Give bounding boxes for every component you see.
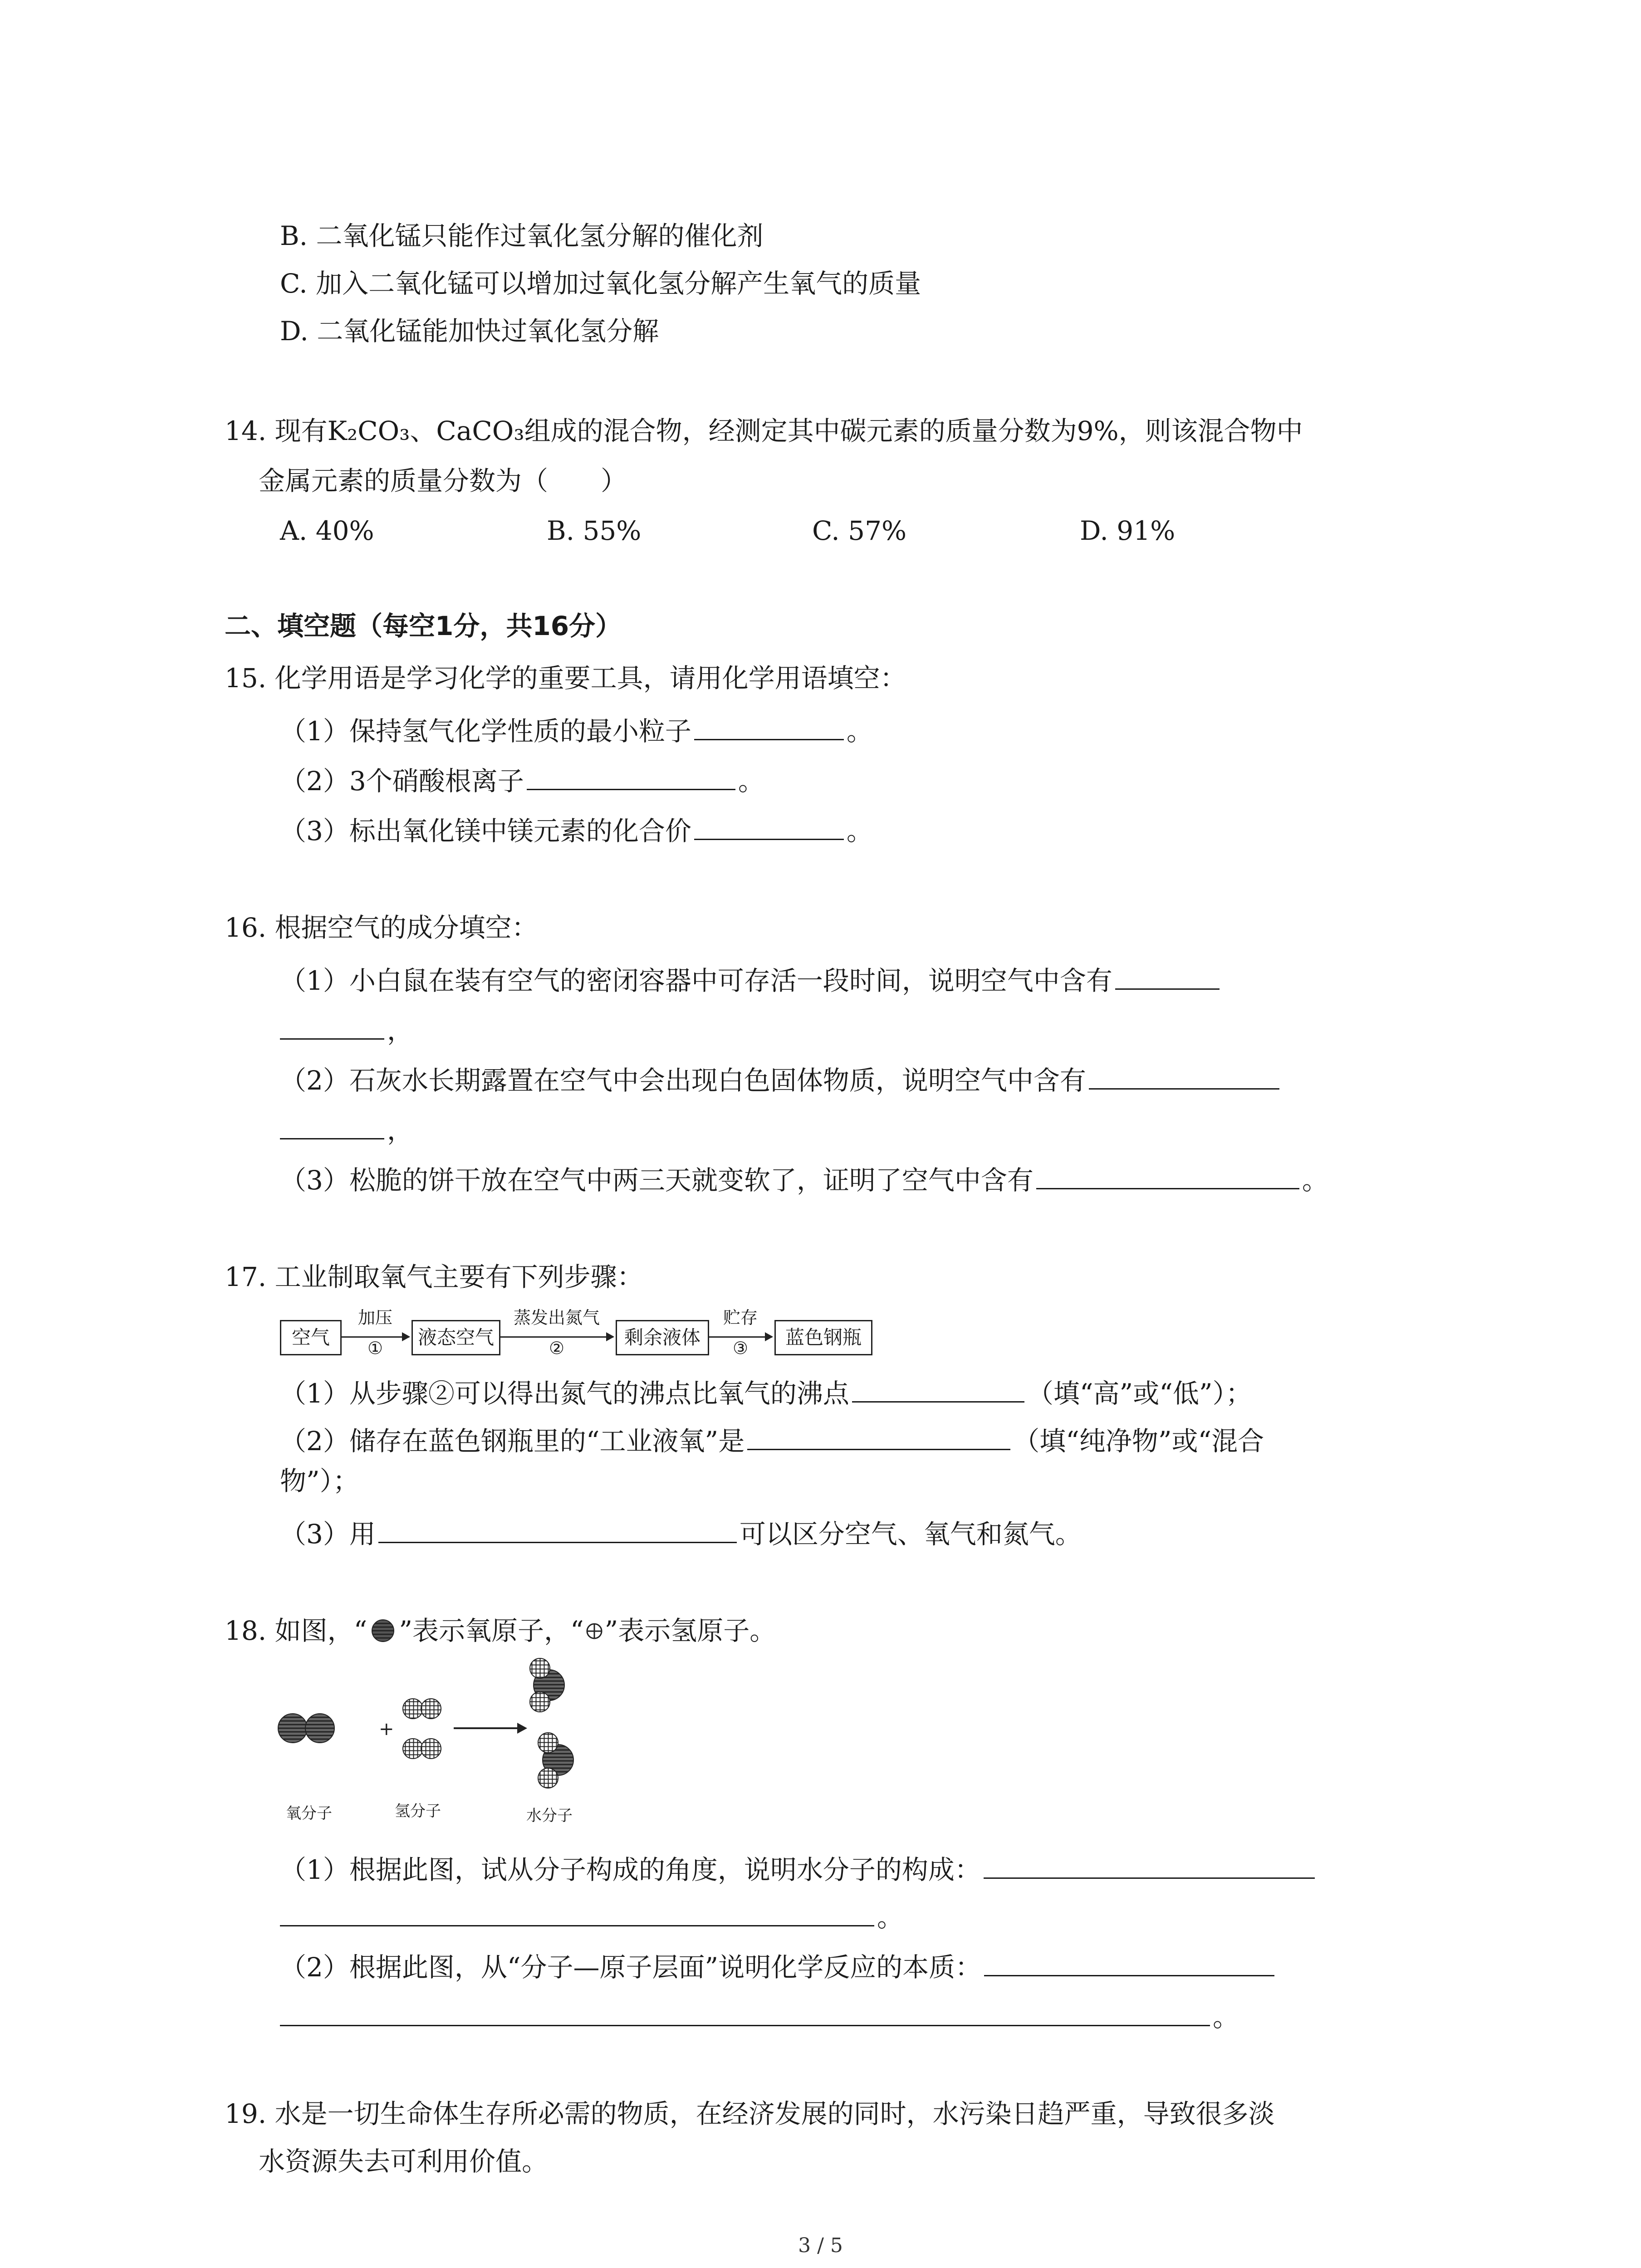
q17-stem: 17. 工业制取氧气主要有下列步骤： [225, 1261, 643, 1292]
q17-part3-head: （3）用 [280, 1519, 376, 1549]
section-heading: 二、填空题（每空1分，共16分） [225, 611, 622, 641]
q17-part2 [280, 1420, 1264, 1456]
q14-stem-line2: 金属元素的质量分数为（ ） [259, 465, 627, 496]
period: 。 [877, 1902, 904, 1933]
answer-blank[interactable] [280, 1896, 874, 1926]
q18-stem [225, 1613, 776, 1649]
q15-stem: 15. 化学用语是学习化学的重要工具，请用化学用语填空： [225, 663, 906, 694]
label-hydrogen-molecule: 氢分子 [395, 1802, 441, 1820]
q18-part2 [280, 1946, 1277, 1982]
q17-part1-text: （1）从步骤②可以得出氮气的沸点比氧气的沸点 [280, 1378, 849, 1409]
q19-stem-line1: 19. 水是一切生命体生存所必需的物质，在经济发展的同时，水污染日趋严重，导致很多淡 [225, 2098, 1275, 2129]
q16-part2-text: （2）石灰水长期露置在空气中会出现白色固体物质，说明空气中含有 [280, 1065, 1086, 1096]
answer-blank[interactable] [694, 810, 844, 840]
q16-part1 [280, 959, 1222, 996]
q13-option-b: B. 二氧化锰只能作过氧化氢分解的催化剂 [280, 220, 764, 251]
period: 。 [846, 716, 873, 747]
flow-arrow-label: 加压 [358, 1308, 392, 1328]
q15-part2-text: （2）3个硝酸根离子 [280, 766, 524, 797]
period: 。 [846, 816, 873, 846]
q15-part3 [280, 810, 873, 846]
flow-arrow [341, 1336, 409, 1338]
answer-blank[interactable] [1089, 1059, 1279, 1090]
flow-step-number: ② [549, 1338, 565, 1358]
flow-arrow [500, 1336, 613, 1338]
flow-arrow-label: 贮存 [723, 1308, 758, 1328]
q15-part3-text: （3）标出氧化镁中镁元素的化合价 [280, 816, 691, 846]
q16-part2-cont [280, 1109, 413, 1145]
answer-blank[interactable] [852, 1372, 1024, 1403]
answer-blank[interactable] [280, 1009, 384, 1040]
period: 。 [1302, 1165, 1328, 1196]
flow-arrow [709, 1336, 772, 1338]
comma: ， [387, 1115, 414, 1146]
q16-part1-cont [280, 1009, 413, 1046]
answer-blank[interactable] [984, 1946, 1274, 1976]
flow-arrow-label: 蒸发出氮气 [513, 1308, 600, 1328]
q17-part3-tail: 可以区分空气、氧气和氮气。 [739, 1519, 1082, 1549]
answer-blank[interactable] [984, 1848, 1315, 1879]
q13-option-d: D. 二氧化锰能加快过氧化氢分解 [280, 316, 659, 347]
page-number: 3 / 5 [798, 2234, 843, 2257]
q18-part1-text: （1）根据此图，试从分子构成的角度，说明水分子的构成： [280, 1854, 981, 1885]
flow-step-number: ① [367, 1338, 383, 1358]
label-water-molecule: 水分子 [526, 1807, 573, 1825]
q14-choice-b: B. 55% [547, 515, 642, 546]
flow-step-number: ③ [732, 1338, 749, 1358]
q16-part1-text: （1）小白鼠在装有空气的密闭容器中可存活一段时间，说明空气中含有 [280, 965, 1112, 996]
q14-stem-line1: 14. 现有K₂CO₃、CaCO₃组成的混合物，经测定其中碳元素的质量分数为9%，则该混合物中 [225, 415, 1303, 446]
q18-stem-part: 18. 如图，“ [225, 1615, 367, 1646]
flow-box-liquid-air: 液态空气 [411, 1320, 500, 1355]
answer-blank[interactable] [280, 1996, 1210, 2026]
q15-part1 [280, 710, 873, 746]
answer-blank[interactable] [378, 1513, 737, 1543]
q17-part2-cont: 物”）； [280, 1466, 359, 1496]
period: 。 [1213, 2002, 1239, 2033]
oxygen-atom-icon [367, 1618, 399, 1643]
q17-part1-tail: （填“高”或“低”）； [1027, 1378, 1252, 1409]
q18-part2-cont [280, 1996, 1239, 2032]
q16-part2 [280, 1059, 1282, 1095]
answer-blank[interactable] [694, 710, 844, 740]
q18-stem-part: ”表示氧原子，“ [399, 1615, 584, 1646]
answer-blank[interactable] [747, 1420, 1010, 1450]
q18-part1-cont [280, 1896, 903, 1932]
q15-part2 [280, 760, 764, 796]
q18-part2-text: （2）根据此图，从“分子—原子层面”说明化学反应的本质： [280, 1952, 982, 1983]
label-oxygen-molecule: 氧分子 [286, 1804, 332, 1823]
q14-choice-a: A. 40% [280, 515, 374, 546]
q17-part2-text: （2）储存在蓝色钢瓶里的“工业液氧”是 [280, 1426, 745, 1457]
q15-part1-text: （1）保持氢气化学性质的最小粒子 [280, 716, 691, 747]
answer-blank[interactable] [527, 760, 735, 790]
q18-part1 [280, 1848, 1318, 1885]
answer-blank[interactable] [1036, 1159, 1299, 1189]
period: 。 [738, 766, 764, 797]
q13-option-c: C. 加入二氧化锰可以增加过氧化氢分解产生氧气的质量 [280, 268, 921, 299]
q19-stem-line2: 水资源失去可利用价值。 [259, 2146, 549, 2177]
process-flow-diagram [280, 1308, 892, 1365]
hydrogen-atom-icon [584, 1621, 605, 1642]
q17-part3 [280, 1513, 1082, 1549]
answer-blank[interactable] [1115, 959, 1220, 990]
q17-part2-tail: （填“纯净物”或“混合 [1013, 1426, 1264, 1457]
q16-part3-text: （3）松脆的饼干放在空气中两三天就变软了，证明了空气中含有 [280, 1165, 1034, 1196]
q14-choice-d: D. 91% [1080, 515, 1176, 546]
answer-blank[interactable] [280, 1109, 384, 1139]
q16-stem: 16. 根据空气的成分填空： [225, 912, 538, 943]
q18-stem-part: ”表示氢原子。 [604, 1615, 776, 1646]
comma: ， [387, 1015, 414, 1046]
flow-box-residual-liquid: 剩余液体 [616, 1320, 709, 1355]
q17-part1 [280, 1372, 1252, 1408]
q16-part3 [280, 1159, 1328, 1195]
plus-sign: + [379, 1719, 394, 1740]
flow-box-blue-cylinder: 蓝色钢瓶 [774, 1320, 872, 1355]
q14-choice-c: C. 57% [812, 515, 907, 546]
flow-box-air: 空气 [280, 1320, 342, 1355]
